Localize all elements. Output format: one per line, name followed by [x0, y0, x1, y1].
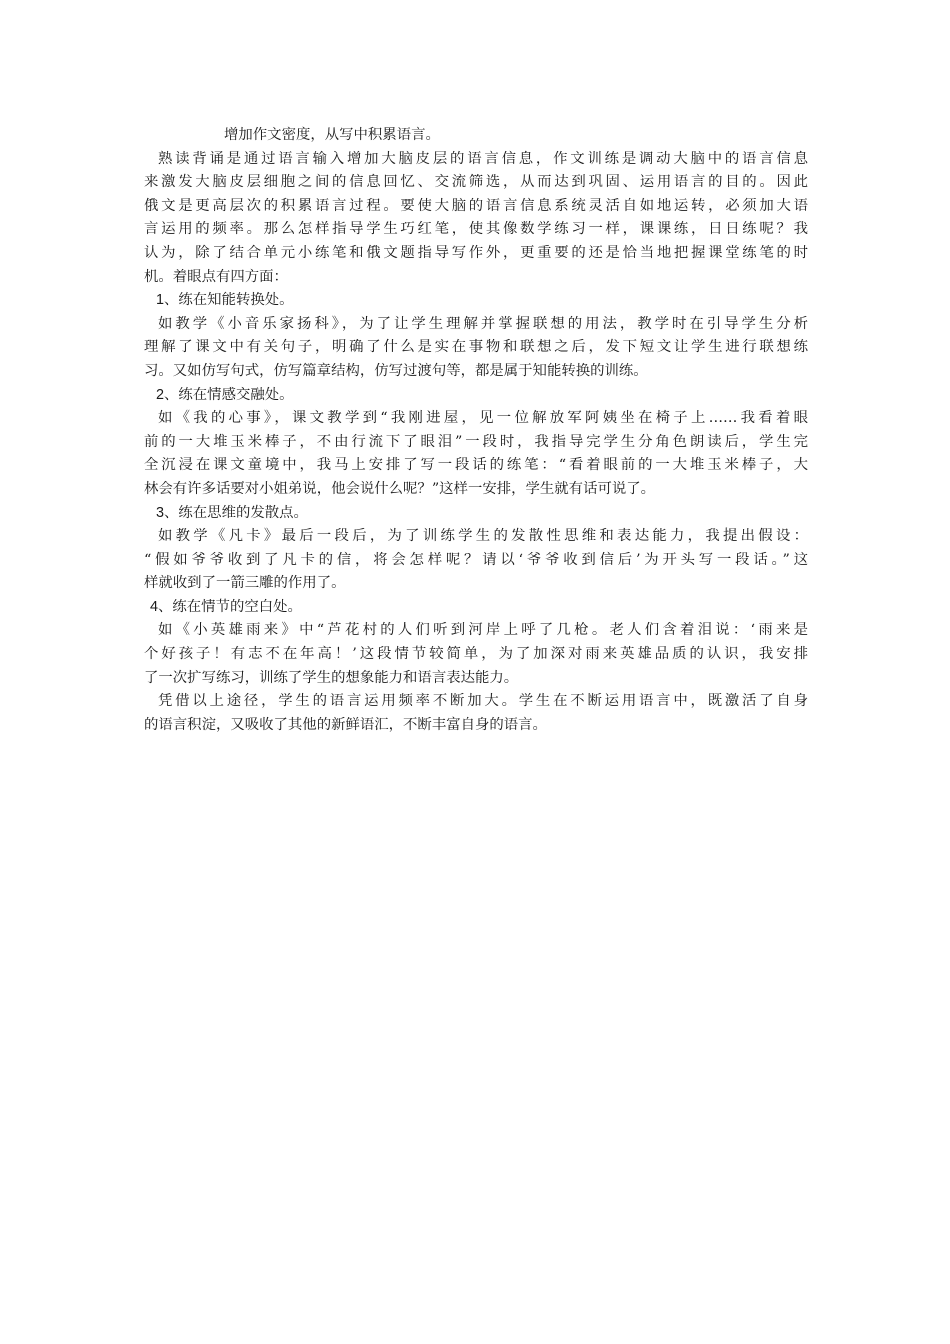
section-line: “假如爷爷收到了凡卡的信，将会怎样呢？请以‘爷爷收到信后’为开头写一段话。”这 — [144, 551, 808, 568]
section-line: 样就收到了一箭三雕的作用了。 — [144, 575, 346, 592]
section-line: 前的一大堆玉米棒子，不由行流下了眼泪”一段时，我指导完学生分角色朗读后，学生完 — [144, 433, 808, 450]
section-line: 了一次扩写练习，训练了学生的想象能力和语言表达能力。 — [144, 669, 519, 686]
intro-line: 俄文是更高层次的积累语言过程。要使大脑的语言信息系统灵活自如地运转，必须加大语 — [144, 197, 808, 214]
section-line: 个好孩子！有志不在年高！’这段情节较简单，为了加深对雨来英雄品质的认识，我安排 — [144, 646, 808, 663]
intro-line: 机。着眼点有四方面： — [144, 268, 288, 285]
section-line: 林会有许多话要对小姐弟说，他会说什么呢？”这样一安排，学生就有话可说了。 — [144, 480, 656, 497]
section-heading: 3、练在思维的发散点。 — [156, 504, 308, 521]
section-heading: 2、练在情感交融处。 — [156, 386, 294, 403]
section-line: 习。又如仿写句式，仿写篇章结构，仿写过渡句等，都是属于知能转换的训练。 — [144, 362, 648, 379]
section-line: 如《我的心事》，课文教学到“我刚进屋，见一位解放军阿姨坐在椅子上……我看着眼 — [158, 410, 808, 427]
intro-line: 言运用的频率。那么怎样指导学生巧红笔，使其像数学练习一样，课课练，日日练呢？我 — [144, 221, 808, 238]
section-line: 全沉浸在课文童境中，我马上安排了写一段话的练笔：“看着眼前的一大堆玉米棒子，大 — [144, 457, 808, 474]
intro-line: 熟读背诵是通过语言输入增加大脑皮层的语言信息，作文训练是调动大脑中的语言信息 — [158, 150, 808, 167]
conclusion-line: 的语言积淀，又吸收了其他的新鲜语汇，不断丰富自身的语言。 — [144, 716, 547, 733]
section-heading: 1、练在知能转换处。 — [156, 292, 294, 309]
document-body — [144, 124, 808, 737]
section-heading: 4、练在情节的空白处。 — [150, 598, 302, 615]
section-line: 理解了课文中有关句子，明确了什么是实在事物和联想之后，发下短文让学生进行联想练 — [144, 339, 808, 356]
section-line: 如教学《小音乐家扬科》，为了让学生理解并掌握联想的用法，教学时在引导学生分析 — [158, 315, 808, 332]
section-line: 如《小英雄雨来》中“芦花村的人们听到河岸上呼了几枪。老人们含着泪说：‘雨来是 — [158, 622, 808, 639]
intro-line: 认为，除了结合单元小练笔和俄文题指导写作外，更重要的还是恰当地把握课堂练笔的时 — [144, 244, 808, 261]
intro-line: 来激发大脑皮层细胞之间的信息回忆、交流筛选，从而达到巩固、运用语言的目的。因此 — [144, 174, 808, 191]
conclusion-line: 凭借以上途径，学生的语言运用频率不断加大。学生在不断运用语言中，既激活了自身 — [158, 693, 808, 710]
section-line: 如教学《凡卡》最后一段后，为了训练学生的发散性思维和表达能力，我提出假设： — [158, 528, 808, 545]
document-title: 增加作文密度，从写中积累语言。 — [224, 127, 440, 143]
